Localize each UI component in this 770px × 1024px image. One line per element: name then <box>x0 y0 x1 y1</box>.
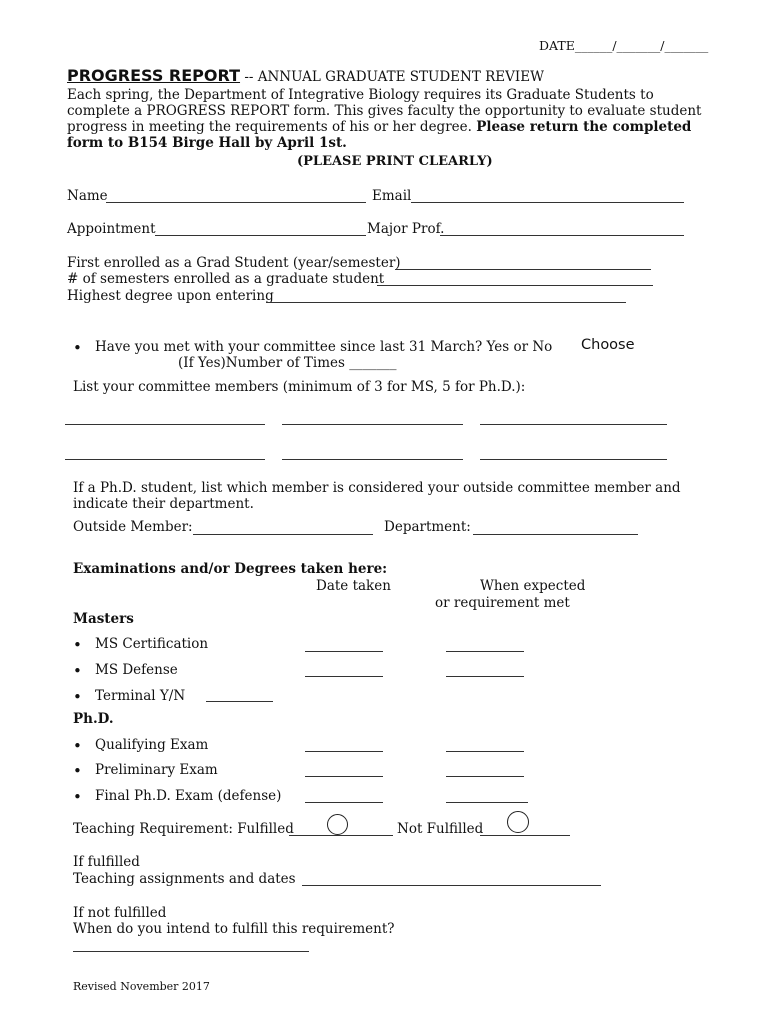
final-exam-label: • Final Ph.D. Exam (defense) <box>95 788 281 804</box>
col-when-expected: When expected <box>480 578 586 594</box>
committee-question: • Have you met with your committee since last 31 March? Yes or No <box>95 339 552 355</box>
appointment-field[interactable] <box>155 235 366 236</box>
email-label: Email <box>372 188 412 204</box>
date-field[interactable]: DATE______/_______/_______ <box>539 38 709 53</box>
not-fulfilled-radio[interactable] <box>507 811 529 833</box>
appointment-label: Appointment <box>67 221 156 237</box>
ms-defense-date-field[interactable] <box>305 676 383 677</box>
qualifying-exam-label: • Qualifying Exam <box>95 737 208 753</box>
col-requirement-met: or requirement met <box>435 595 570 611</box>
committee-choose-dropdown[interactable]: Choose <box>581 337 635 353</box>
col-date-taken: Date taken <box>316 578 391 594</box>
highest-degree-label: Highest degree upon entering <box>67 288 274 304</box>
first-enrolled-field[interactable] <box>395 269 651 270</box>
final-exam-expected-field[interactable] <box>446 802 528 803</box>
revision-footer: Revised November 2017 <box>73 980 210 993</box>
ms-defense-expected-field[interactable] <box>446 676 524 677</box>
preliminary-exam-label: • Preliminary Exam <box>95 762 218 778</box>
intro-text: Each spring, the Department of Integrative Biology requires its Graduate Students to complete a PROGRESS REPORT form. This gives faculty the opportunity to evaluate student progress in meeting the requirements of his or her degree. <box>67 87 702 135</box>
outside-member-field[interactable] <box>193 534 373 535</box>
if-fulfilled-label: If fulfilled <box>73 854 140 870</box>
page-subtitle: -- ANNUAL GRADUATE STUDENT REVIEW <box>244 69 544 85</box>
teaching-assignments-field[interactable] <box>302 885 601 886</box>
fulfilled-radio[interactable] <box>327 814 348 835</box>
committee-list-label: List your committee members (minimum of 3 for MS, 5 for Ph.D.): <box>73 379 526 395</box>
intend-field[interactable] <box>73 951 309 952</box>
title-row <box>67 66 544 85</box>
qualifying-exam-date-field[interactable] <box>305 751 383 752</box>
phd-label: Ph.D. <box>73 711 114 727</box>
committee-member-field[interactable] <box>480 424 667 425</box>
not-fulfilled-label: Not Fulfilled <box>397 821 484 837</box>
first-enrolled-label: First enrolled as a Grad Student (year/semester) <box>67 255 401 271</box>
terminal-label: • Terminal Y/N <box>95 688 185 704</box>
meeting-times-field[interactable]: (If Yes)Number of Times _______ <box>178 355 397 371</box>
teaching-assignments-label: Teaching assignments and dates <box>73 871 296 887</box>
print-clearly-note: (PLEASE PRINT CLEARLY) <box>297 154 493 169</box>
ms-defense-label: • MS Defense <box>95 662 178 678</box>
outside-member-instructions: If a Ph.D. student, list which member is considered your outside committee member and indicate their department. <box>73 480 681 512</box>
fulfilled-line <box>289 835 393 836</box>
ms-certification-date-field[interactable] <box>305 651 383 652</box>
semesters-field[interactable] <box>377 285 653 286</box>
intro-bold-text: Please return the completed form to B154 Birge Hall by April 1st. <box>67 119 692 151</box>
exams-heading: Examinations and/or Degrees taken here: <box>73 561 388 577</box>
intend-question: When do you intend to fulfill this requirement? <box>73 921 395 937</box>
major-prof-field[interactable] <box>440 235 684 236</box>
terminal-field[interactable] <box>206 701 273 702</box>
committee-member-field[interactable] <box>480 459 667 460</box>
highest-degree-field[interactable] <box>266 302 626 303</box>
preliminary-exam-expected-field[interactable] <box>446 776 524 777</box>
committee-member-field[interactable] <box>282 424 463 425</box>
committee-member-field[interactable] <box>65 459 265 460</box>
semesters-label: # of semesters enrolled as a graduate student <box>67 271 385 287</box>
if-not-fulfilled-label: If not fulfilled <box>73 905 167 921</box>
ms-certification-expected-field[interactable] <box>446 651 524 652</box>
preliminary-exam-date-field[interactable] <box>305 776 383 777</box>
final-exam-date-field[interactable] <box>305 802 383 803</box>
email-field[interactable] <box>411 202 684 203</box>
intro-paragraph <box>67 87 707 151</box>
department-label: Department: <box>384 519 471 535</box>
teaching-label: Teaching Requirement: Fulfilled <box>73 821 294 837</box>
qualifying-exam-expected-field[interactable] <box>446 751 524 752</box>
ms-certification-label: • MS Certification <box>95 636 208 652</box>
committee-member-field[interactable] <box>65 424 265 425</box>
committee-member-field[interactable] <box>282 459 463 460</box>
name-label: Name <box>67 188 108 204</box>
major-prof-label: Major Prof. <box>367 221 445 237</box>
page-title: PROGRESS REPORT <box>67 66 241 85</box>
outside-member-label: Outside Member: <box>73 519 193 535</box>
masters-label: Masters <box>73 611 134 627</box>
not-fulfilled-line <box>480 835 570 836</box>
name-field[interactable] <box>106 202 366 203</box>
department-field[interactable] <box>473 534 638 535</box>
